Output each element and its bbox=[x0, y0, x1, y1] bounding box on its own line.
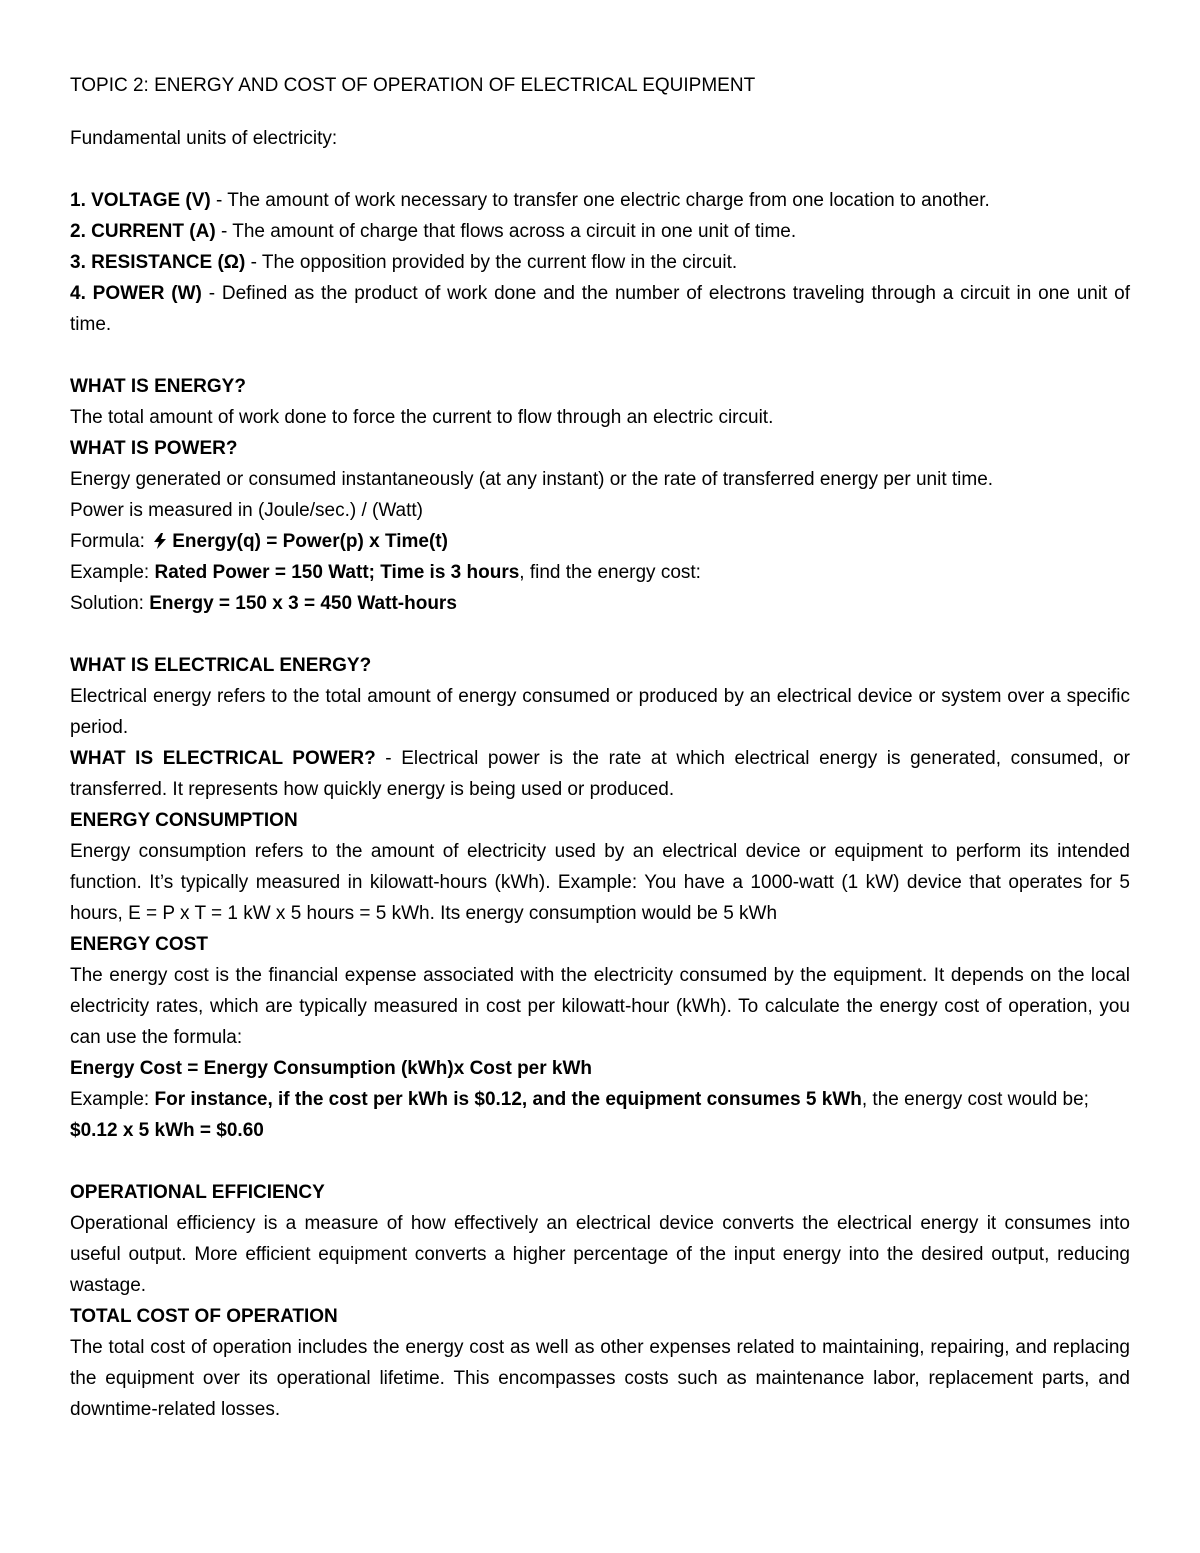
fundamental-desc: - Defined as the product of work done and the number of electrons traveling through a circuit in one unit of time. bbox=[70, 283, 1130, 335]
example-bold: Rated Power = 150 Watt; Time is 3 hours bbox=[154, 562, 520, 583]
cost-formula: Energy Cost = Energy Consumption (kWh)x Cost per kWh bbox=[70, 1058, 593, 1079]
efficiency-heading: OPERATIONAL EFFICIENCY bbox=[70, 1182, 325, 1203]
cost-heading: ENERGY COST bbox=[70, 934, 208, 955]
fundamental-desc: - The opposition provided by the current flow in the circuit. bbox=[245, 252, 738, 273]
fundamental-item-current bbox=[70, 216, 1130, 247]
cost-example bbox=[70, 1084, 1130, 1115]
fundamental-item-voltage bbox=[70, 185, 1130, 216]
power-formula bbox=[70, 526, 1130, 557]
formula-label: Formula: bbox=[70, 531, 151, 552]
electrical-power-paragraph bbox=[70, 743, 1130, 805]
power-example bbox=[70, 557, 1130, 588]
fundamental-desc: - The amount of charge that flows across a circuit in one unit of time. bbox=[215, 221, 797, 242]
energy-heading: WHAT IS ENERGY? bbox=[70, 376, 246, 397]
fundamental-term: 1. VOLTAGE (V) bbox=[70, 190, 211, 211]
cost-result: $0.12 x 5 kWh = $0.60 bbox=[70, 1120, 264, 1141]
total-cost-text: The total cost of operation includes the energy cost as well as other expenses related to maintaining, repairing, and replacing the equipment over its operational lifetime. This encompasses costs such as maintenance labor, replacement parts, and downtime-related losses. bbox=[70, 1337, 1130, 1420]
power-measure: Power is measured in (Joule/sec.) / (Watt) bbox=[70, 500, 424, 521]
page-title: TOPIC 2: ENERGY AND COST OF OPERATION OF ELECTRICAL EQUIPMENT bbox=[70, 75, 756, 96]
example-rest: , find the energy cost: bbox=[519, 562, 701, 583]
energy-text: The total amount of work done to force the current to flow through an electric circuit. bbox=[70, 407, 774, 428]
electrical-power-text: - Electrical power is the rate at which electrical energy is generated, consumed, or transferred. It represents how quickly energy is being used or produced. bbox=[70, 748, 1131, 800]
solution-label: Solution: bbox=[70, 593, 150, 614]
fundamental-item-resistance bbox=[70, 247, 1130, 278]
electrical-power-heading: WHAT IS ELECTRICAL POWER? bbox=[70, 748, 376, 769]
electrical-energy-heading: WHAT IS ELECTRICAL ENERGY? bbox=[70, 655, 372, 676]
cost-example-rest: , the energy cost would be; bbox=[861, 1089, 1089, 1110]
power-text: Energy generated or consumed instantaneously (at any instant) or the rate of transferred energy per unit time. bbox=[70, 469, 994, 490]
fundamental-item-power bbox=[70, 278, 1130, 340]
cost-text: The energy cost is the financial expense associated with the electricity consumed by the equipment. It depends on the local electricity rates, which are typically measured in cost per kilowatt-hour (kWh). To calculate the energy cost of operation, you can use the formula: bbox=[70, 965, 1130, 1048]
power-heading: WHAT IS POWER? bbox=[70, 438, 238, 459]
fundamentals-heading: Fundamental units of electricity: bbox=[70, 128, 338, 149]
fundamental-term: 4. POWER (W) bbox=[70, 283, 202, 304]
fundamental-term: 2. CURRENT (A) bbox=[70, 221, 216, 242]
power-solution bbox=[70, 588, 1130, 619]
consumption-text: Energy consumption refers to the amount of electricity used by an electrical device or equipment to perform its intended function. It’s typically measured in kilowatt-hours (kWh). Example: You have a 1000-watt (1 kW) device that operates for 5 hours, E = P x T = 1 kW x 5 hours = 5 kWh. Its energy consumption would be 5 kWh bbox=[70, 841, 1130, 924]
example-label: Example: bbox=[70, 562, 155, 583]
cost-example-label: Example: bbox=[70, 1089, 155, 1110]
fundamental-term: 3. RESISTANCE (Ω) bbox=[70, 252, 246, 273]
document-page bbox=[70, 70, 1130, 1425]
efficiency-text: Operational efficiency is a measure of how effectively an electrical device converts the electrical energy it consumes into useful output. More efficient equipment converts a higher percentage of the input energy into the desired output, reducing wastage. bbox=[70, 1213, 1130, 1296]
electrical-energy-text: Electrical energy refers to the total amount of energy consumed or produced by an electrical device or system over a specific period. bbox=[70, 686, 1130, 738]
formula-text: Energy(q) = Power(p) x Time(t) bbox=[172, 531, 448, 552]
total-cost-heading: TOTAL COST OF OPERATION bbox=[70, 1306, 338, 1327]
cost-example-bold: For instance, if the cost per kWh is $0.12, and the equipment consumes 5 kWh bbox=[154, 1089, 862, 1110]
fundamental-desc: - The amount of work necessary to transfer one electric charge from one location to another. bbox=[210, 190, 990, 211]
solution-text: Energy = 150 x 3 = 450 Watt-hours bbox=[149, 593, 457, 614]
lightning-icon bbox=[152, 528, 168, 544]
consumption-heading: ENERGY CONSUMPTION bbox=[70, 810, 298, 831]
